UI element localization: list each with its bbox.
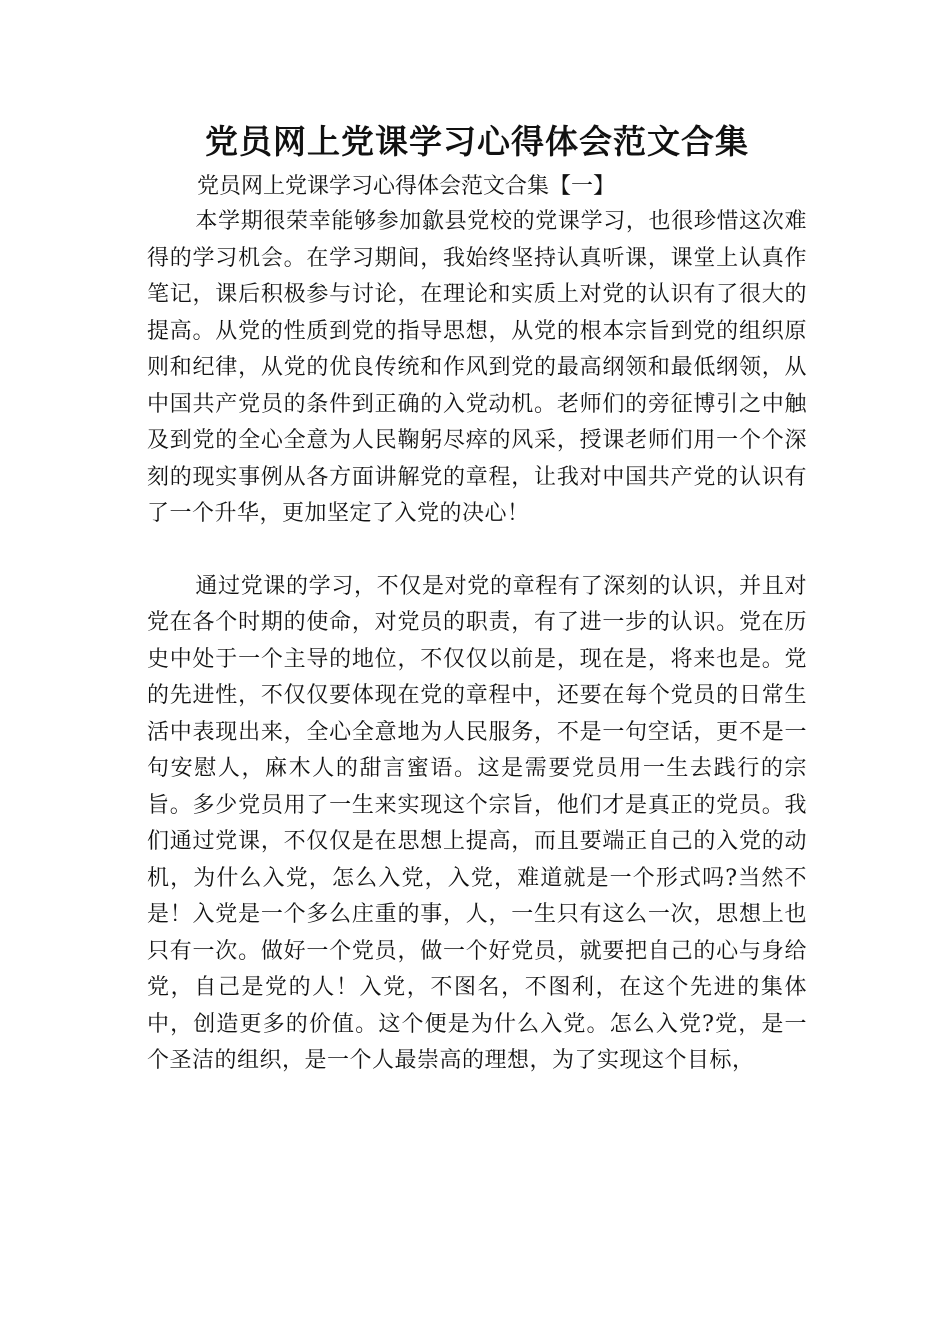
document-page bbox=[147, 118, 807, 1080]
section-heading: 党员网上党课学习心得体会范文合集【一】 bbox=[197, 174, 616, 199]
document-title: 党员网上党课学习心得体会范文合集 bbox=[205, 122, 749, 161]
paragraph-1: 本学期很荣幸能够参加歙县党校的党课学习，也很珍惜这次难得的学习机会。在学习期间，我始终坚持认真听课，课堂上认真作笔记，课后积极参与讨论，在理论和实质上对党的认识有了很大的提高。从党的性质到党的指导思想，从党的根本宗旨到党的组织原则和纪律，从党的优良传统和作风到党的最高纲领和最低纲领，从中国共产党员的条件到正确的入党动机。老师们的旁征博引之中触及到党的全心全意为人民鞠躬尽瘁的风采，授课老师们用一个个深刻的现实事例从各方面讲解党的章程，让我对中国共产党的认识有了一个升华，更加坚定了入党的决心！ bbox=[147, 209, 807, 526]
paragraph-2: 通过党课的学习，不仅是对党的章程有了深刻的认识，并且对党在各个时期的使命，对党员的职责，有了进一步的认识。党在历史中处于一个主导的地位，不仅仅以前是，现在是，将来也是。党的先进性，不仅仅要体现在党的章程中，还要在每个党员的日常生活中表现出来，全心全意地为人民服务，不是一句空话，更不是一句安慰人，麻木人的甜言蜜语。这是需要党员用一生去践行的宗旨。多少党员用了一生来实现这个宗旨，他们才是真正的党员。我们通过党课，不仅仅是在思想上提高，而且要端正自己的入党的动机，为什么入党，怎么入党，入党，难道就是一个形式吗?当然不是！入党是一个多么庄重的事，人，一生只有这么一次，思想上也只有一次。做好一个党员，做一个好党员，就要把自己的心与身给党，自己是党的人！入党，不图名，不图利，在这个先进的集体中，创造更多的价值。这个便是为什么入党。怎么入党?党，是一个圣洁的组织，是一个人最崇高的理想，为了实现这个目标， bbox=[147, 573, 807, 1073]
